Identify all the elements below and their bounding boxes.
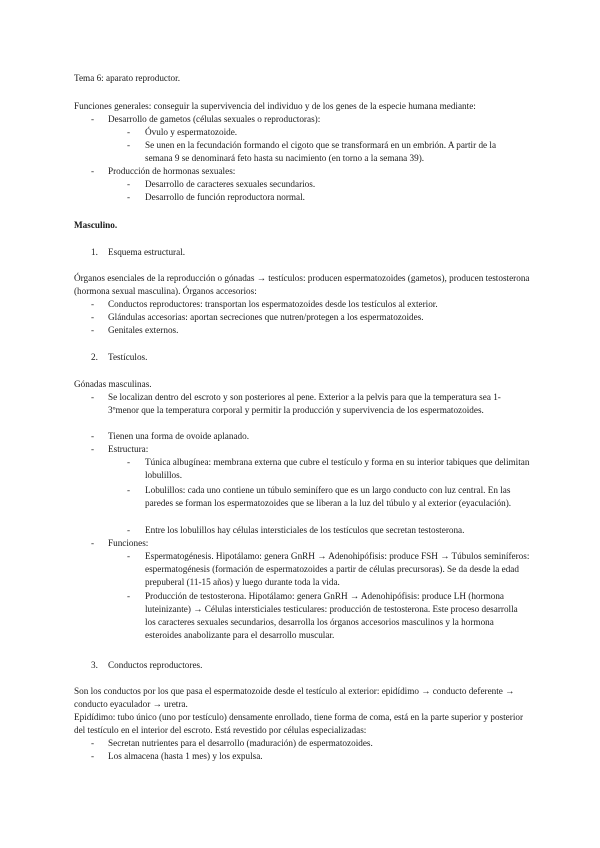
sub-item-text: Se unen en la fecundación formando el cigoto que se transformará en un embrión. A partir de la semana 9 se denominará feto hasta su nacimiento (en torno a la semana 39). [145,140,497,163]
sub-item-text: Producción de testosterona. Hipotálamo: genera GnRH → Adenohipófisis: produce LH (hormona luteinizante) → Células intersticiales testiculares: producción de testosterona. Este proceso desarrolla los caracteres sexuales secundarios, desarrolla los órganos accesorios masculinos y la hormona esteroides anabolizante para el desarrollo muscular. [145,591,518,640]
bullet-dash: - [91,299,95,309]
bullet-dash: - [127,127,131,137]
bullet-dash: - [127,551,131,561]
section-number: 1. [91,247,98,257]
section-paragraph: Gónadas masculinas. [74,379,152,389]
bullet-dash: - [91,431,95,441]
section-paragraph: Son los conductos por los que pasa el espermatozoide desde el testículo al exterior: epidídimo → conducto deferente → conducto eyaculador → uretra. [74,686,515,709]
list-item-text: Producción de hormonas sexuales: [108,166,236,176]
sub-item-text: Túnica albugínea: membrana externa que cubre el testículo y forma en su interior tabiques que delimitan lobulillos. [145,457,530,480]
bullet-dash: - [127,525,131,535]
sub-item-text: Espermatogénesis. Hipotálamo: genera GnRH → Adenohipófisis: produce FSH → Túbulos seminíferos: espermatogénesis (formación de espermatozoides a partir de células precursoras). Se da desde la edad prepuberal (11-15 años) y luego durante toda la vida. [145,551,530,587]
section-title: Esquema estructural. [108,247,186,257]
section-paragraph: Órganos esenciales de la reproducción o gónadas → testículos: producen espermatozoides (gametos), producen testosterona (hormona sexual masculina). Órganos accesorios: [74,273,530,296]
bullet-dash: - [127,457,131,467]
list-item-text: Desarrollo de gametos (células sexuales o reproductoras): [108,114,321,124]
section-number: 2. [91,352,98,362]
bullet-dash: - [127,140,131,150]
sub-item-text: Lobulillos: cada uno contiene un túbulo seminífero que es un largo conducto con luz central. En las paredes se forman los espermatozoides que se liberan a la luz del túbulo y al exterior (eyaculación). [145,485,512,508]
sub-item-text: Desarrollo de función reproductora normal. [145,192,305,202]
sub-item-text: Entre los lobulillos hay células intersticiales de los testículos que secretan testosterona. [145,525,465,535]
sub-item-text: Óvulo y espermatozoide. [145,127,238,137]
bullet-dash: - [127,591,131,601]
bullet-dash: - [91,166,95,176]
list-item-text: Los almacena (hasta 1 mes) y los expulsa. [108,751,263,761]
list-item-text: Se localizan dentro del escroto y son posteriores al pene. Exterior a la pelvis para que la temperatura sea 1-3ºmenor que la temperatura corporal y permitir la producción y supervivencia de los espermatozoides. [108,392,501,415]
bullet-dash: - [127,485,131,495]
section-title: Testículos. [108,352,148,362]
list-item-text: Conductos reproductores: transportan los espermatozoides desde los testículos al exterior. [108,299,438,309]
section-number: 3. [91,660,98,670]
bullet-dash: - [127,192,131,202]
list-item-text: Estructura: [108,444,149,454]
list-item-text: Funciones: [108,538,149,548]
sub-item-text: Desarrollo de caracteres sexuales secundarios. [145,179,316,189]
bullet-dash: - [91,312,95,322]
document-title: Tema 6: aparato reproductor. [74,73,180,83]
list-item-text: Tienen una forma de ovoide aplanado. [108,431,250,441]
section-heading: Masculino. [74,220,118,230]
bullet-dash: - [91,738,95,748]
bullet-dash: - [91,325,95,335]
bullet-dash: - [91,392,95,402]
bullet-dash: - [91,751,95,761]
intro-paragraph: Funciones generales: conseguir la supervivencia del individuo y de los genes de la especie humana mediante: [74,101,476,111]
section-paragraph: Epidídimo: tubo único (uno por testículo) densamente enrollado, tiene forma de coma, está en la parte superior y posterior del testículo en el interior del escroto. Está revestido por células especializadas: [74,712,524,735]
bullet-dash: - [91,538,95,548]
bullet-dash: - [127,179,131,189]
list-item-text: Secretan nutrientes para el desarrollo (maduración) de espermatozoides. [108,738,373,748]
bullet-dash: - [91,114,95,124]
list-item-text: Glándulas accesorias: aportan secreciones que nutren/protegen a los espermatozoides. [108,312,424,322]
section-title: Conductos reproductores. [108,660,203,670]
list-item-text: Genitales externos. [108,325,179,335]
bullet-dash: - [91,444,95,454]
